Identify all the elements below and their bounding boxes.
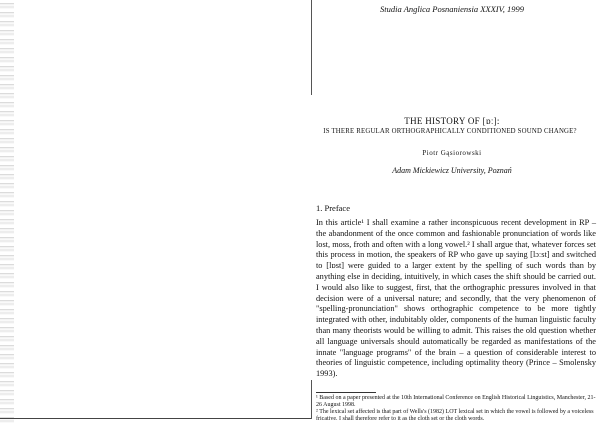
- article-subtitle: IS THERE REGULAR ORTHOGRAPHICALLY CONDITIONED SOUND CHANGE?: [323, 128, 577, 135]
- body-text: [316, 218, 596, 380]
- footnote-1: ¹ Based on a paper presented at the 10th International Conference on English Historical Linguistics, Manchester, 21-26 August 1998.: [316, 395, 596, 408]
- footnotes: [316, 392, 596, 423]
- author-name: Piotr Gąsiorowski: [422, 149, 482, 157]
- author-affiliation: Adam Mickiewicz University, Poznań: [392, 166, 512, 175]
- journal-header: Studia Anglica Posnaniensia XXXIV, 1999: [380, 4, 524, 14]
- footnote-2: ² The lexical set affected is that part of Wells's (1982) LOT lexical set in which the vowel is followed by a voiceless fricative. I shall therefore refer to it as the cloth set or the cloth words.: [316, 409, 594, 422]
- article-title: THE HISTORY OF [ɒː]:: [404, 116, 500, 126]
- page-border-line: [311, 380, 312, 419]
- scan-edge-noise: [0, 0, 14, 424]
- footnote-rule: [316, 392, 376, 393]
- page-border-line: [311, 0, 312, 95]
- section-heading: 1. Preface: [316, 203, 350, 213]
- paragraph: In this article¹ I shall examine a rather inconspicuous recent development in RP – the abandonment of the once common and fashionable pronunciation of words like lost, moss, froth and often with a long vowel.² I shall argue that, whatever forces set this process in motion, the speakers of RP who gave up saying [lɔːst] and switched to [lɒst] were guided to a larger extent by the spelling of such words than by anything else in deciding, intuitively, in which cases the shift should be carried out. I would also like to suggest, first, that the orthographic pressures involved in that decision were of a universal nature; and secondly, that the very phenomenon of "spelling-pronunciation" shows orthographic competence to be more tightly integrated with other, indubitably older, components of the human linguistic faculty than many theorists would be willing to admit. This raises the old question whether all language universals should automatically be regarded as manifestations of the innate "language programs" of the brain – a question of considerable interest to theories of linguistic competence, including optimality theory (Prince – Smolensky 1993).: [316, 218, 596, 379]
- page-bottom-edge: [0, 418, 311, 419]
